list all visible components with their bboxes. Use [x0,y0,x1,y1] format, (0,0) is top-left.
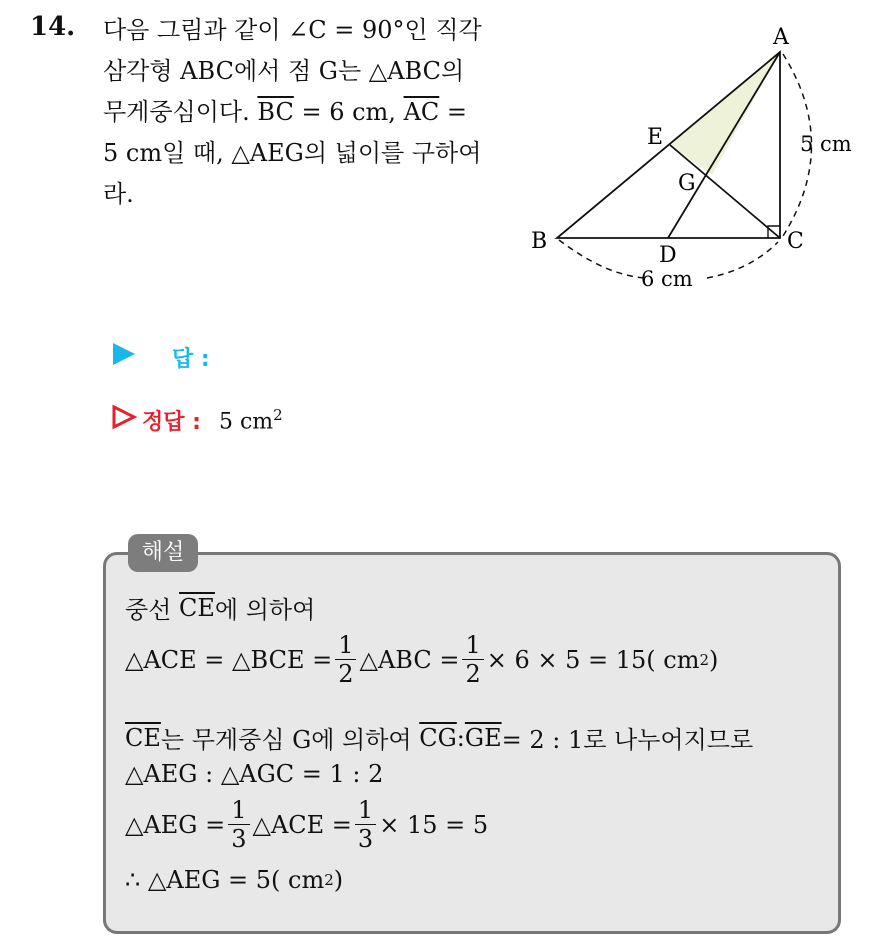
frac-den: 2 [465,660,481,688]
sol-l3-seg1: $\overline{CE}$ [125,723,161,752]
correct-answer-label: 정답 : [142,409,201,435]
label-a: A [773,25,789,50]
sol-l1-seg: $\overline{CE}$ [179,593,215,622]
solution-line-3 [125,720,753,755]
sol-l5-c: × 15 = 5 [379,810,489,839]
frac-den: 3 [357,825,374,853]
fraction-third-1 [228,798,249,851]
solution-line-4: △AEG : △AGC = 1 : 2 [125,760,384,788]
outline-triangle-icon [110,403,138,437]
frac-num: 1 [355,798,376,825]
question-number: 14. [30,12,76,42]
fraction-half-1 [335,633,356,686]
question-text [103,10,503,215]
sol-l6-exp: 2 [324,871,334,889]
sol-l3-seg3: $\overline{GE}$ [464,723,502,752]
solution-line-5 [125,798,488,851]
sol-l2-a: △ACE = △BCE = [125,645,333,674]
frac-num: 1 [462,633,483,660]
label-len-ac: 5 cm [800,132,852,156]
fraction-third-2 [355,798,376,851]
sol-l2-end: ) [709,645,719,674]
fraction-half-2 [462,633,483,686]
solution-line-1 [125,590,315,625]
label-e: E [647,125,664,150]
sol-l2-b: △ABC = [359,645,460,674]
question-line-5: 라. [103,180,134,208]
frac-den: 2 [338,660,354,688]
correct-answer-value [219,406,283,434]
solution-line-2 [125,633,718,686]
sol-l2-c: × 6 × 5 = 15( cm [486,645,700,674]
label-b: B [531,229,548,254]
label-c: C [787,229,804,254]
label-d: D [659,243,677,268]
frac-num: 1 [228,798,249,825]
sol-l6-end: ) [333,866,344,894]
sol-l3-mid: 는 무게중심 G에 의하여 [160,726,412,754]
correct-answer-text: 5 cm [218,409,274,435]
triangle-figure [525,20,865,300]
sol-l3-colon: : [456,723,465,752]
sol-l2-exp: 2 [699,650,710,669]
sol-l5-a: △AEG = [125,810,226,839]
frac-den: 3 [231,825,247,853]
sol-l3-post: = 2 : 1로 나누어지므로 [501,726,754,754]
shaded-region-aeg [670,52,780,175]
sol-l3-seg2: $\overline{CG}$ [419,723,457,752]
solution-tag: 해설 [128,534,198,572]
frac-num: 1 [335,633,356,660]
label-len-bc: 6 cm [641,267,693,291]
correct-answer-exp: 2 [273,405,283,424]
answer-label: 답 : [172,346,210,372]
question-line-3-text: 무게중심이다. $\overline{BC} = 6$ cm, $\overline{AC}$ = [103,98,468,126]
sol-l1-pre: 중선 [125,596,172,624]
play-triangle-icon [110,340,138,374]
solution-line-6 [125,866,343,894]
answer-row [110,340,210,374]
question-line-2: 삼각형 ABC에서 점 G는 △ABC의 [103,57,465,85]
question-line-3 [103,92,503,133]
sol-l5-b: △ACE = [252,810,352,839]
sol-l6-a: ∴ △AEG = 5( cm [125,866,325,894]
correct-answer-row [110,403,283,437]
label-g: G [678,171,696,196]
sol-l1-post: 에 의하여 [214,596,316,624]
question-line-4: 5 cm일 때, △AEG의 넓이를 구하여 [103,139,482,167]
question-line-1: 다음 그림과 같이 ∠C = 90°인 직각 [103,16,482,44]
